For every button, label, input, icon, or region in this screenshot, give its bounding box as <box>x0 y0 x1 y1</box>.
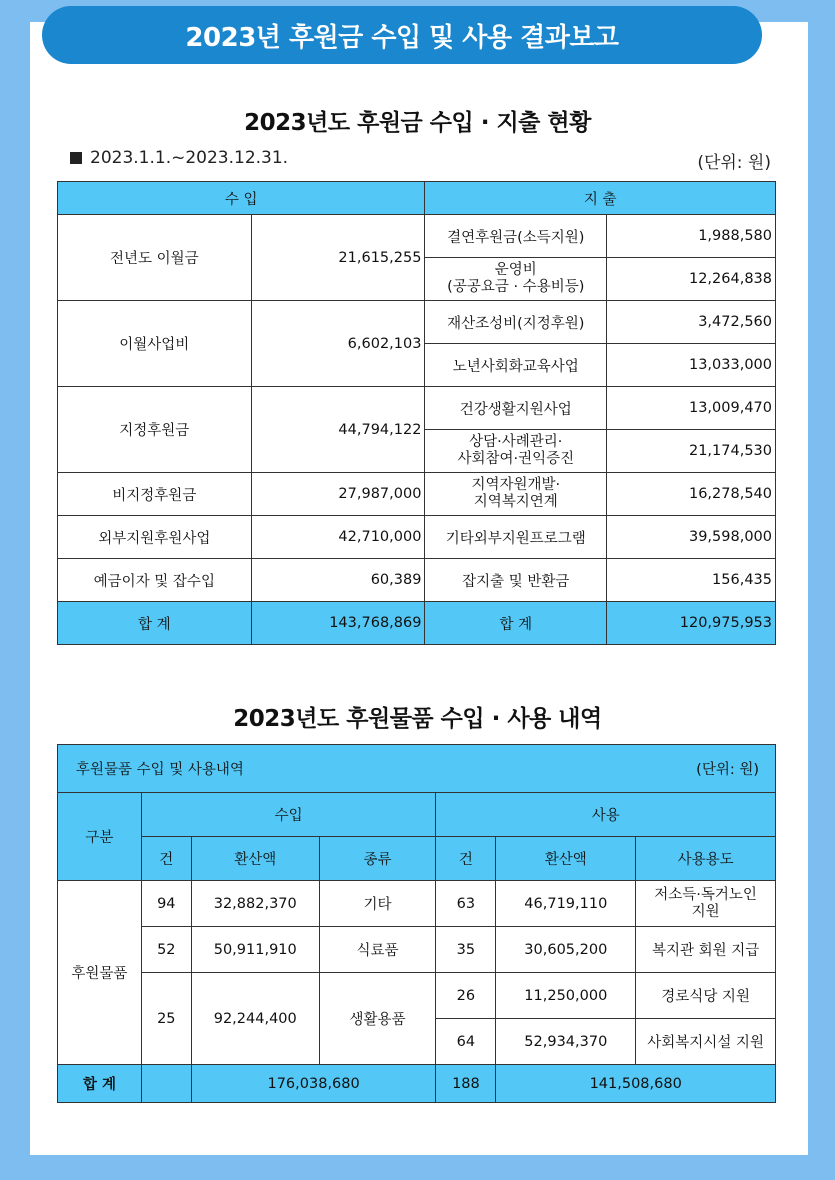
table-row <box>58 516 776 559</box>
use-amount: 52,934,370 <box>496 1019 636 1065</box>
expense-label: 잡지출 및 반환금 <box>425 559 607 602</box>
use-count: 35 <box>436 927 496 973</box>
total-use-count: 188 <box>436 1065 496 1103</box>
col-category: 구분 <box>58 793 142 881</box>
header-expense: 지 출 <box>425 182 776 215</box>
income-count: 52 <box>141 927 191 973</box>
expense-label: 운영비 (공공요금 · 수용비등) <box>425 258 607 301</box>
category-cell: 후원물품 <box>58 881 142 1065</box>
square-bullet-icon <box>70 152 82 164</box>
total-use-amount: 141,508,680 <box>496 1065 776 1103</box>
section2-heading: 2023년도 후원물품 수입 · 사용 내역 <box>233 706 602 732</box>
col-kind: 종류 <box>319 837 436 881</box>
expense-amount: 13,009,470 <box>607 387 776 430</box>
income-label: 전년도 이월금 <box>58 215 252 301</box>
total-income: 143,768,869 <box>251 602 425 645</box>
income-label: 예금이자 및 잡수입 <box>58 559 252 602</box>
total-row <box>58 602 776 645</box>
table-row <box>58 473 776 516</box>
goods-table-title-row <box>58 745 776 793</box>
header-income: 수 입 <box>58 182 425 215</box>
expense-label: 지역자원개발· 지역복지연계 <box>425 473 607 516</box>
col-purpose: 사용용도 <box>636 837 776 881</box>
use-purpose: 경로식당 지원 <box>636 973 776 1019</box>
income-amount: 50,911,910 <box>191 927 319 973</box>
income-amount: 60,389 <box>251 559 425 602</box>
income-amount: 21,615,255 <box>251 215 425 301</box>
expense-amount: 39,598,000 <box>607 516 776 559</box>
table-row <box>58 927 776 973</box>
expense-amount: 156,435 <box>607 559 776 602</box>
section1-heading: 2023년도 후원금 수입 · 지출 현황 <box>244 110 591 136</box>
expense-label: 상담·사례관리· 사회참여·권익증진 <box>425 430 607 473</box>
total-expense: 120,975,953 <box>607 602 776 645</box>
income-kind: 식료품 <box>319 927 436 973</box>
income-amount: 92,244,400 <box>191 973 319 1065</box>
income-kind: 기타 <box>319 881 436 927</box>
table-row <box>58 387 776 430</box>
use-count: 64 <box>436 1019 496 1065</box>
income-count: 94 <box>141 881 191 927</box>
use-purpose: 복지관 회원 지급 <box>636 927 776 973</box>
table-row <box>58 881 776 927</box>
col-count: 건 <box>436 837 496 881</box>
total-count-empty <box>141 1065 191 1103</box>
col-amount: 환산액 <box>191 837 319 881</box>
use-count: 26 <box>436 973 496 1019</box>
goods-table-title-text: 후원물품 수입 및 사용내역 <box>76 762 244 778</box>
period <box>70 148 288 168</box>
use-amount: 46,719,110 <box>496 881 636 927</box>
unit-label: (단위: 원) <box>697 153 771 173</box>
col-count: 건 <box>141 837 191 881</box>
expense-amount: 3,472,560 <box>607 301 776 344</box>
total-label: 합 계 <box>58 602 252 645</box>
expense-label: 재산조성비(지정후원) <box>425 301 607 344</box>
income-amount: 6,602,103 <box>251 301 425 387</box>
expense-amount: 21,174,530 <box>607 430 776 473</box>
income-label: 지정후원금 <box>58 387 252 473</box>
expense-amount: 13,033,000 <box>607 344 776 387</box>
table-header-row <box>58 182 776 215</box>
use-amount: 11,250,000 <box>496 973 636 1019</box>
banner-title: 2023년 후원금 수입 및 사용 결과보고 <box>42 6 762 64</box>
goods-subheader-row <box>58 837 776 881</box>
use-purpose: 사회복지시설 지원 <box>636 1019 776 1065</box>
expense-amount: 1,988,580 <box>607 215 776 258</box>
expense-amount: 12,264,838 <box>607 258 776 301</box>
goods-header-row <box>58 793 776 837</box>
income-amount: 27,987,000 <box>251 473 425 516</box>
expense-label: 노년사회화교육사업 <box>425 344 607 387</box>
table-row <box>58 559 776 602</box>
income-label: 외부지원후원사업 <box>58 516 252 559</box>
table-row <box>58 973 776 1019</box>
income-label: 이월사업비 <box>58 301 252 387</box>
use-count: 63 <box>436 881 496 927</box>
income-label: 비지정후원금 <box>58 473 252 516</box>
income-count: 25 <box>141 973 191 1065</box>
col-use: 사용 <box>436 793 776 837</box>
income-amount: 42,710,000 <box>251 516 425 559</box>
goods-table <box>57 744 776 1103</box>
period-text: 2023.1.1.~2023.12.31. <box>90 148 289 168</box>
total-label: 합 계 <box>425 602 607 645</box>
table-row <box>58 301 776 344</box>
income-amount: 44,794,122 <box>251 387 425 473</box>
col-amount: 환산액 <box>496 837 636 881</box>
expense-label: 결연후원금(소득지원) <box>425 215 607 258</box>
col-income: 수입 <box>141 793 436 837</box>
use-amount: 30,605,200 <box>496 927 636 973</box>
goods-unit-label: (단위: 원) <box>696 762 759 778</box>
goods-total-row <box>58 1065 776 1103</box>
income-kind: 생활용품 <box>319 973 436 1065</box>
total-label: 합 계 <box>58 1065 142 1103</box>
table-row <box>58 215 776 258</box>
expense-label: 기타외부지원프로그램 <box>425 516 607 559</box>
goods-table-title <box>58 745 776 793</box>
total-income-amount: 176,038,680 <box>191 1065 436 1103</box>
income-expense-table <box>57 181 776 645</box>
expense-label: 건강생활지원사업 <box>425 387 607 430</box>
expense-amount: 16,278,540 <box>607 473 776 516</box>
use-purpose: 저소득·독거노인 지원 <box>636 881 776 927</box>
income-amount: 32,882,370 <box>191 881 319 927</box>
